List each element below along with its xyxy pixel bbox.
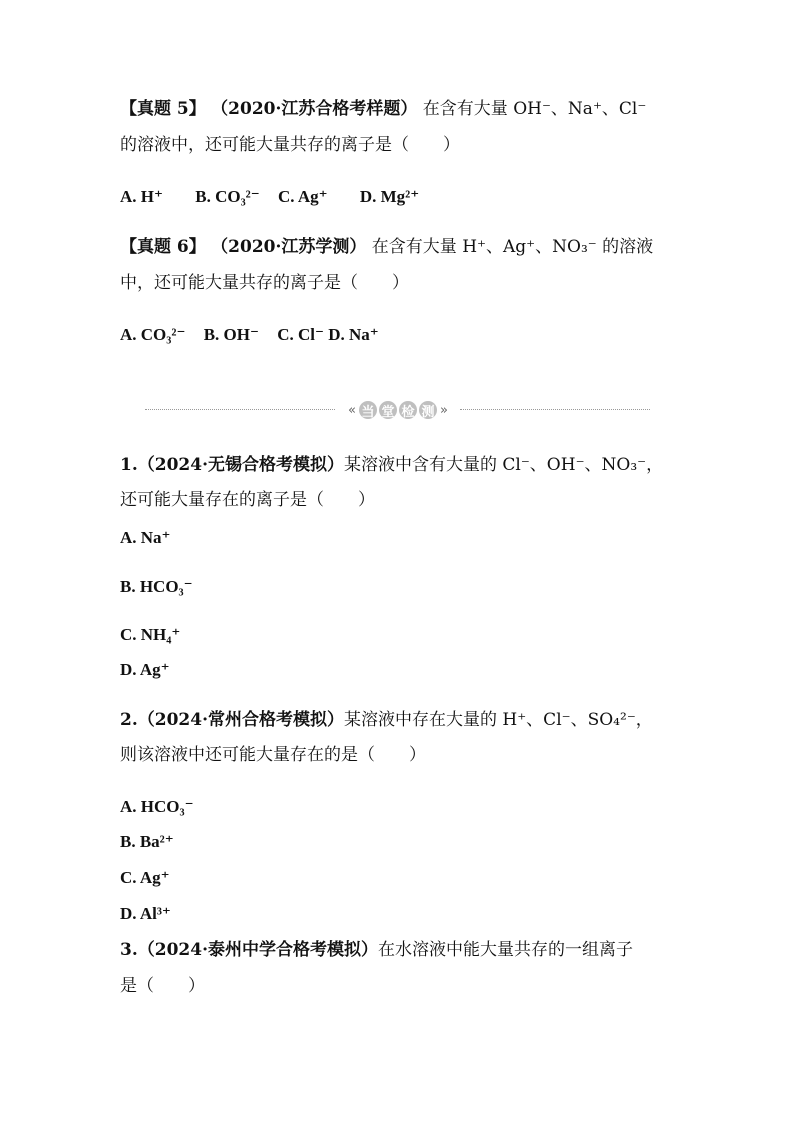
section-title-char: 堂 — [379, 401, 397, 419]
practice-2-line-2: 则该溶液中还可能大量存在的是（ ） — [120, 745, 426, 765]
section-title-char: 测 — [419, 401, 437, 419]
question-6-line-1 — [120, 236, 653, 258]
practice-3-line-2: 是（ ） — [120, 976, 205, 996]
divider-rule-left — [145, 409, 335, 410]
question-tag: 【真题 5】 — [120, 99, 206, 119]
question-number: 2. — [120, 710, 138, 730]
option-a: A. CO₃²⁻ — [120, 325, 186, 344]
question-source: （2024·泰州中学合格考模拟） — [137, 940, 378, 960]
practice-1-line-1 — [120, 454, 663, 476]
question-5-line-2: 的溶液中，还可能大量共存的离子是（ ） — [120, 135, 460, 155]
question-5-options — [120, 186, 419, 208]
question-6-options — [120, 324, 379, 346]
section-title — [359, 401, 437, 419]
practice-3-line-1 — [120, 939, 633, 961]
question-stem: 某溶液中存在大量的 H⁺、Cl⁻、SO₄²⁻， — [343, 710, 653, 730]
double-chevron-right-icon: » — [440, 402, 448, 418]
option-d: D. Mg²⁺ — [359, 187, 420, 206]
option-c: C. Ag⁺ — [278, 187, 328, 206]
option-a: A. Na⁺ — [120, 528, 171, 547]
option-d: D. Na⁺ — [328, 325, 379, 344]
option-c: C. Ag⁺ — [120, 868, 170, 887]
option-b: B. Ba²⁺ — [120, 832, 174, 851]
question-source: （2020·江苏合格考样题） — [211, 99, 418, 119]
option-b: B. CO₃²⁻ — [195, 187, 260, 206]
question-number: 3. — [120, 940, 138, 960]
question-stem: 在水溶液中能大量共存的一组离子 — [377, 940, 633, 960]
question-number: 1. — [120, 455, 138, 475]
option-d: D. Ag⁺ — [120, 660, 170, 679]
question-6-line-2: 中，还可能大量共存的离子是（ ） — [120, 273, 409, 293]
question-source: （2020·江苏学测） — [211, 237, 367, 257]
question-stem: 某溶液中含有大量的 Cl⁻、OH⁻、NO₃⁻， — [343, 455, 664, 475]
question-tag: 【真题 6】 — [120, 237, 206, 257]
section-badge — [337, 398, 459, 422]
option-b: B. OH⁻ — [203, 325, 259, 344]
question-stem: 在含有大量 H⁺、Ag⁺、NO₃⁻ 的溶液 — [371, 237, 654, 257]
option-d: D. Al³⁺ — [120, 904, 171, 923]
practice-2-line-1 — [120, 709, 653, 731]
option-a: A. HCO₃⁻ — [120, 797, 194, 816]
section-title-char: 检 — [399, 401, 417, 419]
option-a: A. H⁺ — [120, 187, 163, 206]
question-5-line-1 — [120, 98, 646, 120]
option-c: C. NH₄⁺ — [120, 625, 181, 644]
double-chevron-left-icon: « — [348, 402, 356, 418]
divider-rule-right — [460, 409, 650, 410]
section-title-char: 当 — [359, 401, 377, 419]
section-divider — [145, 398, 650, 422]
practice-1-line-2: 还可能大量存在的离子是（ ） — [120, 490, 375, 510]
option-b: B. HCO₃⁻ — [120, 577, 193, 596]
question-source: （2024·无锡合格考模拟） — [137, 455, 344, 475]
question-source: （2024·常州合格考模拟） — [137, 710, 344, 730]
option-c: C. Cl⁻ — [277, 325, 324, 344]
question-stem: 在含有大量 OH⁻、Na⁺、Cl⁻ — [422, 99, 647, 119]
